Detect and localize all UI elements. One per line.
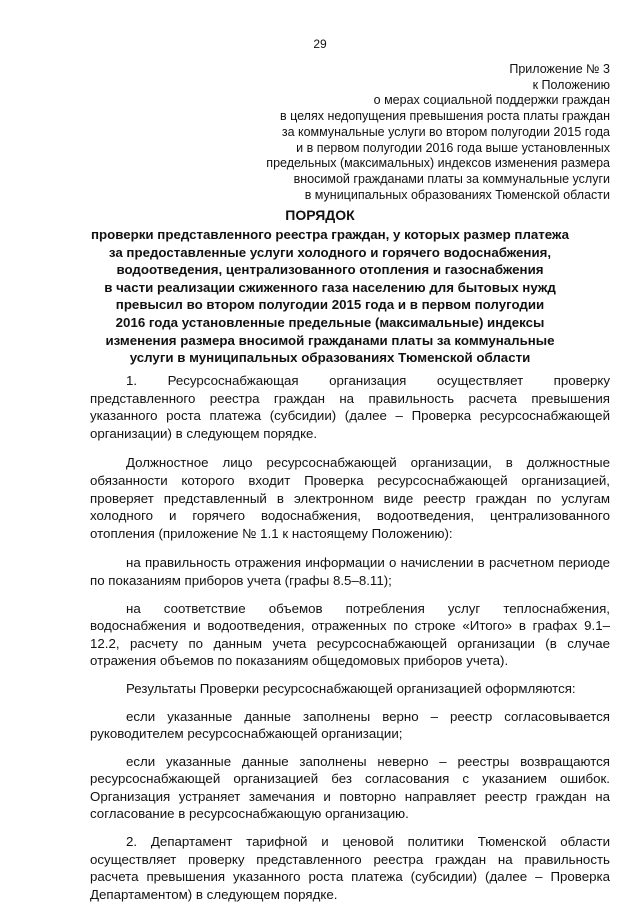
document-subtitle bbox=[70, 226, 590, 367]
annex-line: в целях недопущения превышения роста платы граждан bbox=[280, 109, 610, 124]
subtitle-line: превысил во втором полугодии 2015 года и в первом полугодии bbox=[115, 297, 545, 313]
subtitle-line: водоотведения, централизованного отопления и газоснабжения bbox=[116, 262, 544, 278]
subtitle-line: за предоставленные услуги холодного и горячего водоснабжения, bbox=[108, 244, 552, 260]
page-number: 29 bbox=[313, 37, 327, 51]
annex-line: в муниципальных образованиях Тюменской области bbox=[304, 187, 610, 202]
subtitle-line: услуги в муниципальных образованиях Тюменской области bbox=[129, 350, 531, 366]
paragraph: если указанные данные заполнены верно – реестр согласовывается руководителем ресурсоснабжающей организации; bbox=[90, 708, 610, 742]
annex-line: Приложение № 3 bbox=[509, 62, 610, 76]
document-title: ПОРЯДОК bbox=[285, 207, 355, 223]
annex-line: предельных (максимальных) индексов изменения размера bbox=[266, 156, 610, 171]
annex-header bbox=[190, 62, 610, 203]
paragraph: 2. Департамент тарифной и ценовой политики Тюменской области осуществляет проверку представленного реестра граждан на правильность расчета превышения указанного роста платежа (субсидии) (далее – Проверка Департаментом) в следующем порядке. bbox=[90, 834, 610, 902]
annex-line: о мерах социальной поддержки граждан bbox=[373, 93, 610, 108]
annex-line: за коммунальные услуги во втором полугодии 2015 года bbox=[281, 124, 610, 139]
paragraph: на соответствие объемов потребления услуг теплоснабжения, водоснабжения и водоотведения, отраженных по строке «Итого» в графах 9.1–12.2, расчету по данным учета ресурсоснабжающей организации (в случае отражения объемов по показаниям общедомовых приборов учета). bbox=[90, 600, 610, 669]
annex-line: и в первом полугодии 2016 года выше установленных bbox=[296, 140, 610, 155]
paragraph: Результаты Проверки ресурсоснабжающей организацией оформляются: bbox=[126, 680, 576, 696]
annex-line: к Положению bbox=[532, 77, 610, 92]
subtitle-line: в части реализации сжиженного газа населению для бытовых нужд bbox=[104, 279, 556, 295]
subtitle-line: проверки представленного реестра граждан, у которых размер платежа bbox=[90, 227, 570, 242]
paragraph: на правильность отражения информации о начислении в расчетном периоде по показаниям приборов учета (графы 8.5–8.11); bbox=[90, 555, 610, 588]
paragraph: Должностное лицо ресурсоснабжающей организации, в должностные обязанности которого входит Проверка ресурсоснабжающей организацией, проверяет представленный в электронном виде реестр граждан по услугам холодного и горячего водоснабжения, водоотведения, централизованного отопления (приложение № 1.1 к настоящему Положению): bbox=[90, 455, 610, 541]
annex-line: вносимой гражданами платы за коммунальные услуги bbox=[293, 171, 610, 186]
document-body bbox=[90, 372, 610, 915]
paragraph: 1. Ресурсоснабжающая организация осуществляет проверку представленного реестра граждан на правильность расчета превышения указанного роста платежа (субсидии) (далее – Проверка ресурсоснабжающей организации) в следующем порядке. bbox=[90, 373, 610, 441]
paragraph: если указанные данные заполнены неверно – реестры возвращаются ресурсоснабжающей организацией без согласования с указанием ошибок. Организация устраняет замечания и повторно направляет реестр граждан на согласование в ресурсоснабжающую организацию. bbox=[90, 753, 610, 822]
subtitle-line: 2016 года установленные предельные (максимальные) индексы bbox=[115, 314, 545, 330]
subtitle-line: изменения размера вносимой гражданами платы за коммунальные bbox=[105, 332, 555, 348]
